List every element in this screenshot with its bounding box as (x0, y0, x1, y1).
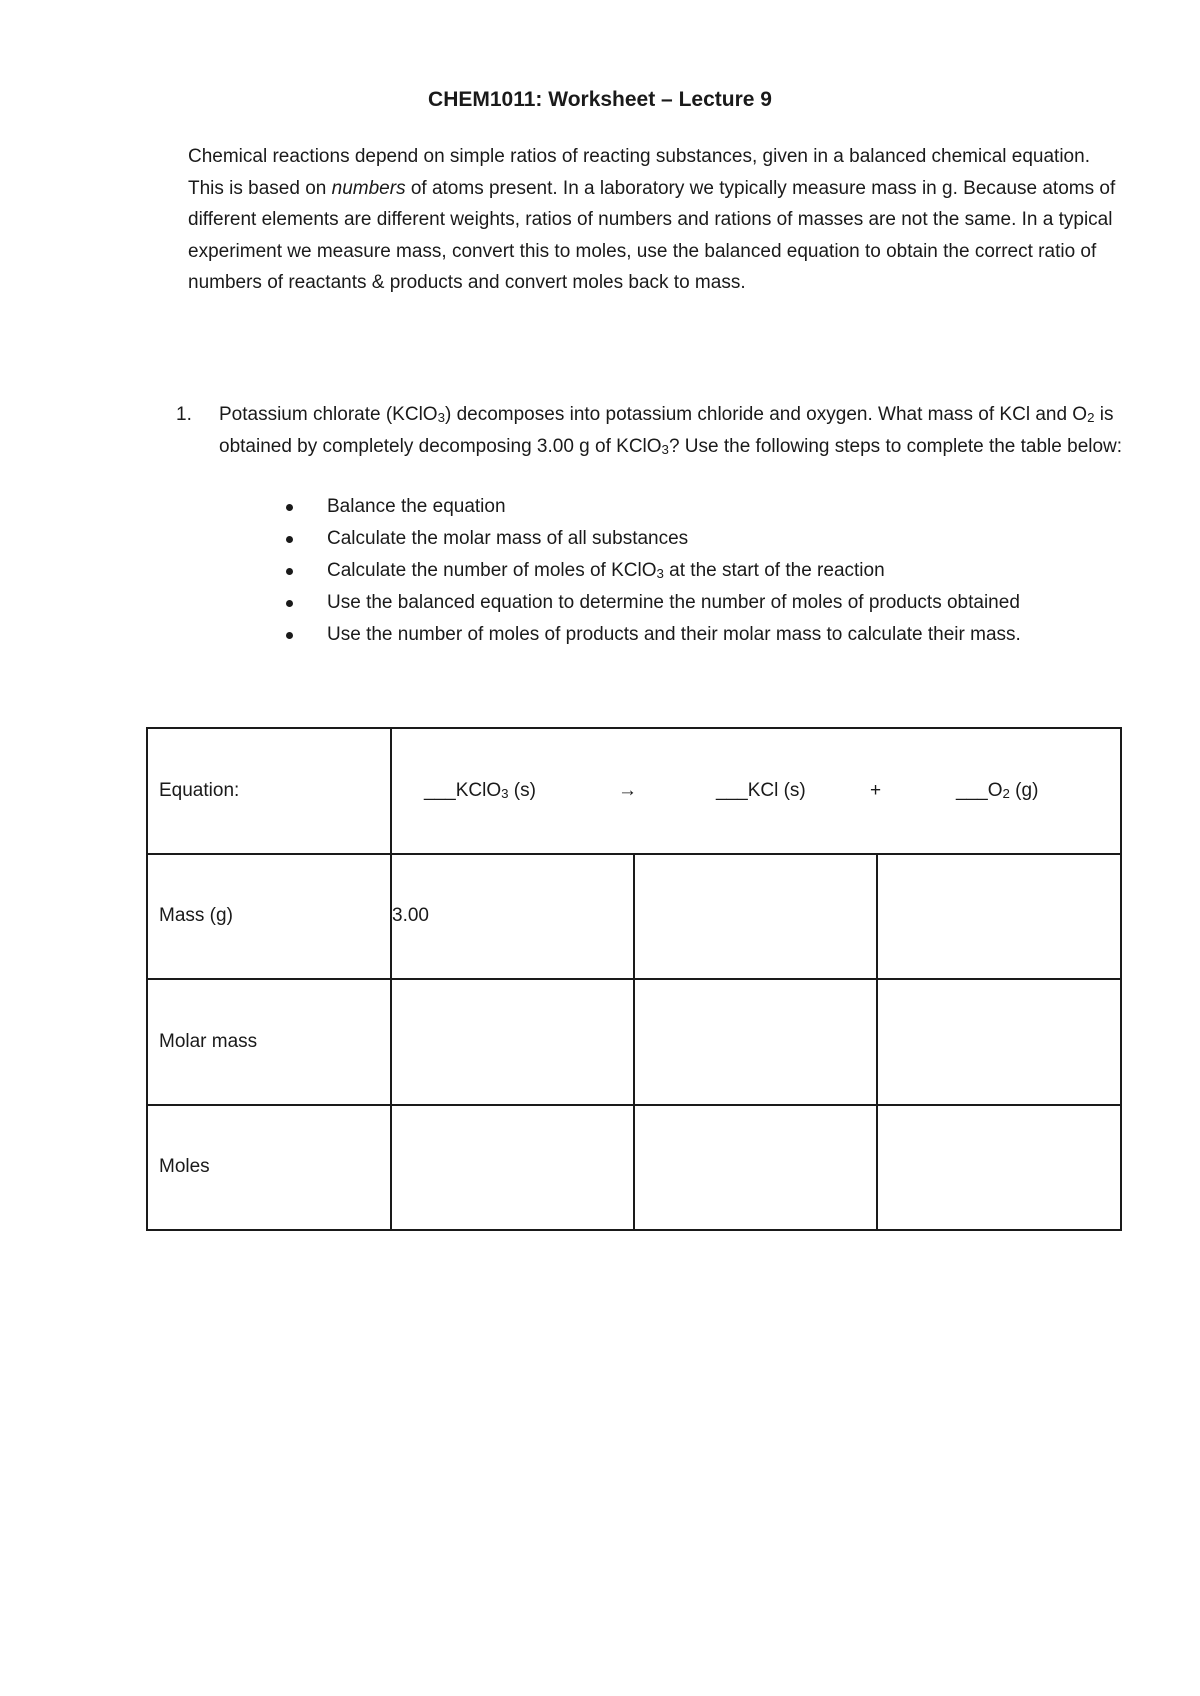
moles-kclo3-cell[interactable] (391, 1105, 634, 1231)
list-item-text: Balance the equation (327, 496, 506, 517)
list-item (286, 555, 1136, 587)
question-1 (176, 399, 1136, 462)
table-row (147, 979, 1121, 1105)
product-state: (g) (1009, 779, 1039, 801)
product-kcl: ___KCl (s) (716, 779, 806, 801)
worksheet-table (146, 727, 1122, 1231)
reactant-state: (s) (508, 779, 536, 801)
molar-mass-kclo3-cell[interactable] (391, 979, 634, 1105)
molar-mass-kcl-cell[interactable] (634, 979, 877, 1105)
bullet-icon (286, 600, 293, 607)
intro-text-part2: of atoms present. In a laboratory we typically measure mass in g. Because atoms of different elements are different weights, ratios of numbers and rations of masses are not the same. In a typical experiment we measure mass, convert this to moles, use the balanced equation to obtain the correct ratio of numbers of reactants & products and convert moles back to mass. (188, 177, 1116, 293)
question-number: 1. (176, 404, 192, 425)
list-item-text: Calculate the number of moles of KClO (327, 560, 657, 581)
page-title: CHEM1011: Worksheet – Lecture 9 (428, 88, 772, 111)
list-item-text: Use the number of moles of products and their molar mass to calculate their mass. (327, 624, 1021, 645)
table-row (147, 1105, 1121, 1231)
list-item (286, 523, 1136, 555)
list-item-text: Calculate the molar mass of all substances (327, 528, 689, 549)
reactant-text: ___KClO (424, 779, 502, 801)
table-row (147, 728, 1121, 854)
moles-o2-cell[interactable] (877, 1105, 1121, 1231)
list-item (286, 587, 1136, 619)
subscript: 2 (1002, 785, 1010, 801)
subscript: 3 (661, 441, 669, 457)
arrow-icon: → (618, 779, 637, 801)
list-item-text: Use the balanced equation to determine the number of moles of products obtained (327, 592, 1020, 613)
moles-kcl-cell[interactable] (634, 1105, 877, 1231)
mass-kcl-cell[interactable] (634, 854, 877, 980)
list-item (286, 491, 1136, 523)
product-text: ___O (956, 779, 1003, 801)
mass-kclo3-cell[interactable]: 3.00 (391, 854, 634, 980)
equation-cell[interactable] (391, 728, 1121, 854)
bullet-icon (286, 504, 293, 511)
intro-text-part1: Chemical reactions depend on simple ratios of reacting substances, given in a balanced chemical equation. This is based on (188, 146, 1090, 199)
row-label-mass: Mass (g) (147, 854, 391, 980)
question-text-part: ? Use the following steps to complete the table below: (668, 435, 1123, 457)
plus-sign: + (870, 779, 882, 801)
intro-emphasis: numbers (331, 177, 406, 199)
question-text-part: is obtained by completely decomposing 3.00 g of KClO (219, 404, 1114, 457)
question-text-part: Potassium chlorate (KClO (219, 404, 438, 425)
steps-list (286, 491, 1136, 651)
mass-o2-cell[interactable] (877, 854, 1121, 980)
product-o2 (956, 780, 1038, 802)
bullet-icon (286, 536, 293, 543)
list-item (286, 619, 1136, 651)
question-text-part: ) decomposes into potassium chloride and oxygen. What mass of KCl and O (444, 404, 1088, 425)
table-row (147, 854, 1121, 980)
subscript: 2 (1087, 410, 1095, 425)
row-label-moles: Moles (147, 1105, 391, 1231)
row-label-molar-mass: Molar mass (147, 979, 391, 1105)
subscript: 3 (437, 410, 445, 425)
bullet-icon (286, 568, 293, 575)
bullet-icon (286, 632, 293, 639)
subscript: 3 (656, 566, 664, 581)
list-item-text: at the start of the reaction (663, 560, 885, 581)
molar-mass-o2-cell[interactable] (877, 979, 1121, 1105)
reactant-kclo3 (424, 780, 536, 802)
question-text (219, 399, 1136, 462)
subscript: 3 (501, 785, 509, 801)
equation-label: Equation: (147, 728, 391, 854)
intro-paragraph (188, 141, 1128, 299)
